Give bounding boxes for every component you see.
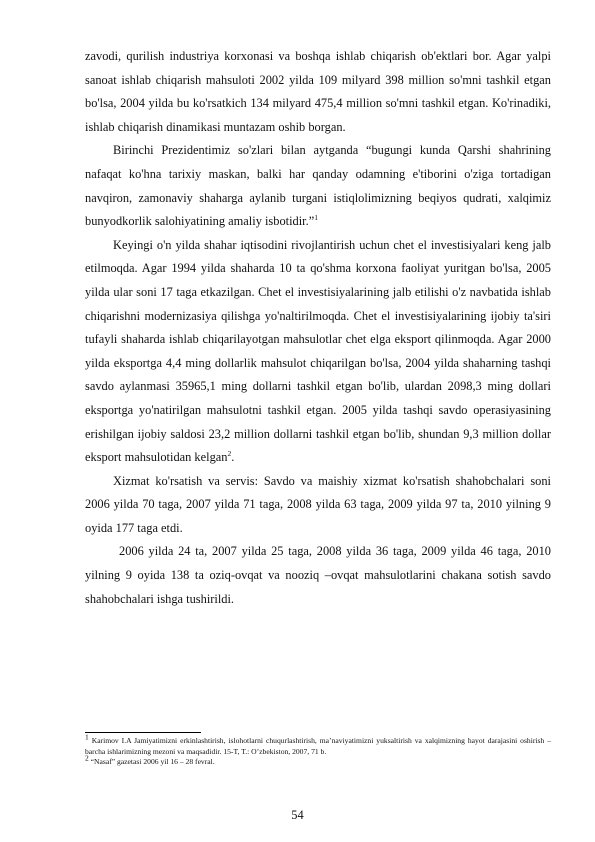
- paragraph-5: [85, 540, 551, 611]
- footnote-ref[interactable]: 1: [314, 213, 318, 223]
- paragraph-text: zavodi, qurilish industriya korxonasi va boshqa ishlab chiqarish ob'ektlari bor. Agar yalpi sanoat ishlab chiqarish mahsuloti 2002 yilda 109 milyard 398 million so'mni tashkil etgan bo'lsa, 2004 yilda bu ko'rsatkich 134 milyard 475,4 million so'mni tashkil etgan. Ko'rinadiki, ishlab chiqarish dinamikasi muntazam oshib borgan.: [85, 49, 551, 134]
- paragraph-2: [85, 139, 551, 233]
- footnote-1: [85, 732, 551, 757]
- page-number: 54: [291, 808, 304, 822]
- paragraph-text: Keyingi o'n yilda shahar iqtisodini rivojlantirish uchun chet el investisiyalari keng jalb etilmoqda. Agar 1994 yilda shaharda 10 ta qo'shma korxona faoliyat yuritgan bo'lsa, 2005 yilda ular soni 17 taga etkazilgan. Chet el investisiyalarining jalb etilishi o'z navbatida ishlab chiqarishni modernizasiya qilishga yo'naltirilmoqda. Chet el investisiyalarining ijobiy ta'siri tufayli shaharda ishlab chiqarilayotgan mahsulotlar chet elga eksport qilinmoqda. Agar 2000 yilda eksportga 4,4 ming dollarlik mahsulot chiqarilgan bo'lsa, 2004 yilda shaharning tashqi savdo aylanmasi 35965,1 ming dollarni tashkil etgan bo'lib, ulardan 2098,3 ming dollari eksportga yo'natirilgan mahsulotni tashkil etgan. 2005 yilda tashqi savdo operasiyasining erishilgan ijobiy saldosi 23,2 million dollarni tashkil etgan bo'lib, shundan 9,3 million dollar eksport mahsulotidan kelgan: [85, 237, 551, 465]
- paragraph-text: Xizmat ko'rsatish va servis: Savdo va maishiy xizmat ko'rsatish shahobchalari soni 2006 yilda 70 taga, 2007 yilda 71 taga, 2008 yilda 63 taga, 2009 yilda 97 ta, 2010 yilning 9 oyida 177 taga etdi.: [85, 473, 551, 535]
- paragraph-3: [85, 234, 551, 470]
- footnote-separator: [85, 732, 201, 733]
- footnote-2: [85, 753, 551, 768]
- paragraph-text: 2006 yilda 24 ta, 2007 yilda 25 taga, 2008 yilda 36 taga, 2009 yilda 46 taga, 2010 yilning 9 oyida 138 ta oziq-ovqat va nooziq –ovqat mahsulotlarini chakana sotish savdo shahobchalari ishga tushirildi.: [85, 544, 551, 606]
- footnote-mark: 1: [85, 732, 89, 742]
- main-text: [85, 45, 551, 611]
- paragraph-text: Birinchi Prezidentimiz so'zlari bilan aytganda “bugungi kunda Qarshi shahrining nafaqat ko'hna tarixiy maskan, balki har qanday odamning e'tiborini o'ziga tortadigan navqiron, zamonaviy shaharga aylanib turgani istiqlolimizning beqiyos qudrati, xalqimiz bunyodkorlik salohiyatining amaliy isbotidir.”: [85, 143, 551, 229]
- paragraph-end-punct: .: [231, 450, 235, 465]
- paragraph-1: [85, 45, 551, 139]
- footnote-mark: 2: [85, 753, 89, 763]
- footnotes: [85, 732, 551, 768]
- footnote-text: “Nasaf” gazetasi 2006 yil 16 – 28 fevral.: [90, 757, 215, 767]
- footnote-ref[interactable]: 2: [227, 448, 232, 458]
- footnote-text: Karimov I.A Jamiyatimizni erkinlashtirish, islohotlarni chuqurlashtirish, ma’naviyatimizni yuksaltirish va xalqimizning hayot darajasini oshirish –barcha ishlarimizning mezoni va maqsadidir. 15-T, T.: O’zbekiston, 2007, 71 b.: [85, 736, 551, 756]
- paragraph-4: [85, 470, 551, 541]
